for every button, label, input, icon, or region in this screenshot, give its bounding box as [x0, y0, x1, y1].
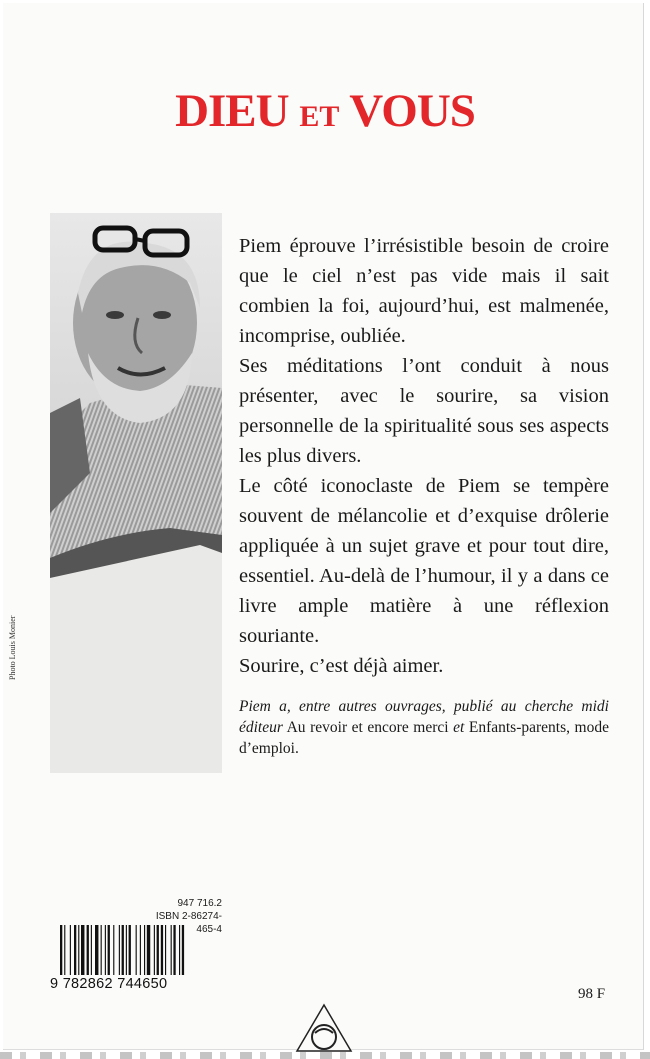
barcode-bar	[108, 925, 110, 975]
blurb-paragraph: Ses méditations l’ont conduit à nous présenter, avec le sourire, sa vision personnelle de la spiritualité sous ses aspects les plus divers.	[239, 355, 609, 467]
barcode-bar	[129, 925, 131, 975]
barcode-bar	[182, 925, 184, 975]
barcode-bar	[78, 925, 79, 975]
barcode-bar	[173, 925, 175, 975]
barcode-bar	[122, 925, 124, 975]
note-and: et	[453, 719, 465, 736]
blurb-text	[239, 231, 609, 681]
blurb-paragraph: Piem éprouve l’irrésistible besoin de croire que le ciel n’est pas vide mais il sait combien la foi, aujourd’hui, est malmenée, incomprise, oubliée.	[239, 235, 609, 347]
note-intro: Piem a, entre autres ouvrages, publié au cherche midi éditeur	[239, 698, 609, 736]
author-photo	[50, 213, 222, 773]
title-word-vous: VOUS	[349, 85, 475, 137]
barcode-bar	[113, 925, 114, 975]
book-title	[0, 85, 650, 137]
title-word-et: ET	[299, 100, 340, 133]
barcode-bar	[140, 925, 141, 975]
barcode-bar	[95, 925, 98, 975]
scan-edge-artifact	[0, 1052, 650, 1059]
barcode-bar	[144, 925, 145, 975]
note-book-1: Au revoir et encore merci	[286, 719, 449, 736]
barcode-bar	[70, 925, 71, 975]
blurb-paragraph: Le côté iconoclaste de Piem se tempère souvent de mélancolie et d’exquise drôlerie appliquée à un sujet grave et pour tout dire, essentiel. Au-delà de l’humour, il y a dans ce livre ample matière à une réflexion souriante.	[239, 475, 609, 647]
barcode-digits: 9 782862 744650	[50, 976, 168, 992]
barcode-bar	[105, 925, 106, 975]
catalog-reference: 947 716.2	[177, 898, 222, 909]
barcode-bar	[126, 925, 127, 975]
barcode-bar	[171, 925, 172, 975]
barcode-bar	[87, 925, 89, 975]
title-word-dieu: DIEU	[175, 85, 289, 137]
publisher-logo-icon	[295, 1003, 353, 1053]
blurb-paragraph: Sourire, c’est déjà aimer.	[239, 655, 444, 677]
barcode-bar	[101, 925, 102, 975]
barcode-bar	[154, 925, 155, 975]
note-book-2: Enfants-parents, mode d’emploi.	[239, 719, 609, 757]
other-works-note	[239, 696, 609, 759]
barcode-bar	[165, 925, 166, 975]
photo-credit: Photo Louis Monier	[8, 615, 17, 680]
barcode-bar	[161, 925, 163, 975]
barcode-bar	[119, 925, 120, 975]
barcode-bar	[179, 925, 180, 975]
isbn-number: ISBN 2-86274-465-4	[155, 911, 222, 935]
barcode-bar	[60, 925, 62, 975]
barcode-bar	[157, 925, 159, 975]
barcode-bar	[81, 925, 84, 975]
author-portrait-illustration	[50, 213, 222, 773]
price: 98 F	[578, 986, 606, 1002]
barcode-bar	[136, 925, 137, 975]
barcode-bar	[91, 925, 92, 975]
barcode-bar	[64, 925, 65, 975]
barcode-bar	[74, 925, 76, 975]
barcode-bar	[147, 925, 150, 975]
